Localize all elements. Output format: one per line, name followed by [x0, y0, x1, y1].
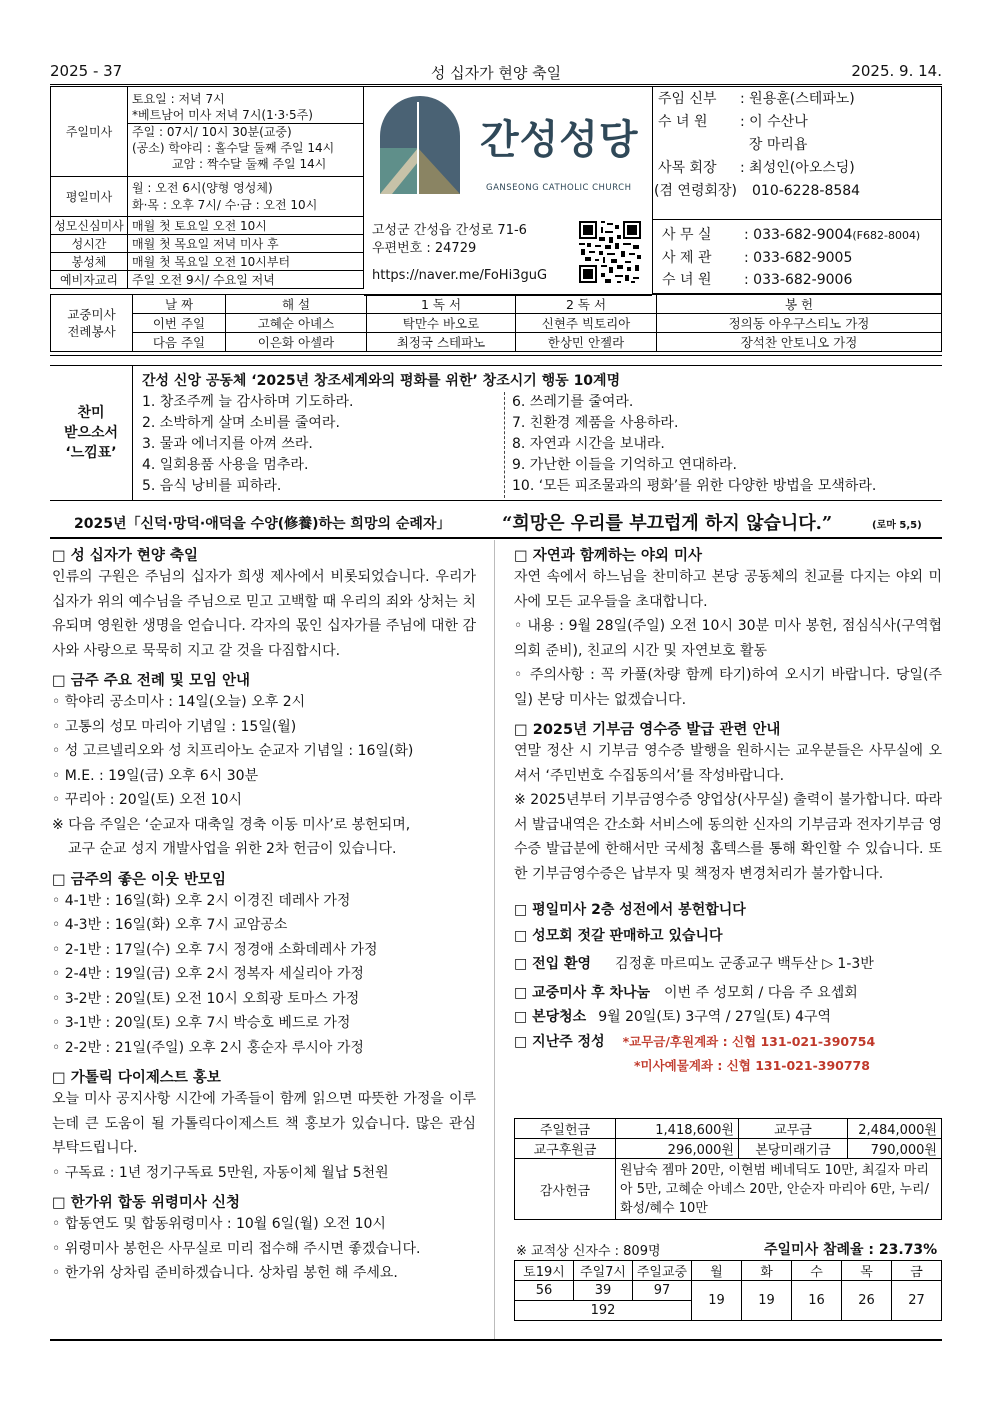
section-title: □ 한가위 합동 위령미사 신청 [52, 1195, 240, 1211]
roles-label: 교중미사 전례봉사 [51, 295, 133, 352]
roles-cell: 고혜순 아녜스 [226, 314, 367, 333]
attendance-value: 16 [792, 1281, 842, 1321]
roles-cell: 신현주 빅토리아 [516, 314, 657, 333]
roles-header: 2 독 서 [516, 295, 657, 314]
attendance-header: 주일7시 [574, 1261, 633, 1281]
attendance-header: 수 [792, 1261, 842, 1281]
contact-line: 사 제 관 : 033-682-9005 [662, 250, 853, 266]
schedule-row-value: 매월 첫 목요일 저녁 미사 후 [128, 235, 364, 253]
commandments-right [512, 392, 876, 497]
attendance-header: 화 [742, 1261, 792, 1281]
attendance-total: 192 [515, 1301, 692, 1321]
offering-value: 790,000원 [848, 1139, 942, 1159]
short-notice-title: □ 지난주 정성 [514, 1033, 605, 1050]
offering-value: 296,000원 [616, 1139, 739, 1159]
contact-list [652, 224, 952, 291]
offering-label: 주일헌금 [515, 1119, 616, 1139]
offering-label: 교무금 [739, 1119, 848, 1139]
contact-line: 사 무 실 : 033-682-9004(F682-8004) [662, 227, 921, 243]
attendance-rate: 주일미사 참례율 : 23.73% [764, 1242, 938, 1258]
commandments-left [142, 392, 353, 497]
attendance-value: 97 [633, 1281, 692, 1301]
section-line: ◦ 학야리 공소미사 : 14일(오늘) 오후 2시 [52, 694, 306, 710]
roles-cell: 최정국 스테파노 [367, 333, 516, 352]
thanks-list: 원남숙 젬마 20만, 이현범 베네딕도 10만, 최길자 마리아 5만, 고혜순 아녜스 20만, 안순자 마리아 6만, 누리/화성/혜수 10만 [616, 1159, 942, 1220]
notice-feast [52, 544, 476, 663]
section-line: ◦ 구독료 : 1년 정기구독료 5만원, 자동이체 월납 5천원 [52, 1164, 389, 1181]
staff-line: 주임 신부 : 원용훈(스테파노) [658, 91, 855, 107]
church-url: https://naver.me/FoHi3guG [372, 268, 548, 283]
section-title: □ 자연과 함께하는 야외 미사 [514, 548, 702, 564]
attendance-header: 금 [892, 1261, 942, 1281]
logo-text: 간성성당 [480, 117, 639, 163]
qr-code-icon [577, 219, 643, 285]
sunday-mass-label: 주일미사 [51, 87, 128, 177]
roles-cell: 장석찬 안토니오 가정 [657, 333, 942, 352]
schedule-row-value: 매월 첫 목요일 오전 10시부터 [128, 253, 364, 271]
issue-number: 2025 - 37 [50, 62, 123, 80]
short-notice-text: 김정훈 마르띠노 군종교구 백두산 ▷ 1-3반 [615, 956, 874, 972]
section-text: 연말 정산 시 기부금 영수증 발행을 원하시는 교우분들은 사무실에 오셔서 ‘주민번호 수집동의서’를 작성바랍니다. [514, 743, 942, 784]
staff-line: 수 녀 원 : 이 수산나 [658, 114, 808, 130]
section-line: ◦ 고통의 성모 마리아 기념일 : 15일(월) [52, 718, 297, 735]
notice-outdoor-mass [514, 544, 942, 712]
offering-value: 2,484,000원 [848, 1119, 942, 1139]
short-notices [514, 898, 942, 1079]
staff-line: 사목 회장 : 최성인(아오스딩) [658, 160, 855, 176]
thanks-label: 감사헌금 [515, 1159, 616, 1220]
left-column [52, 544, 476, 1292]
schedule-row-label: 봉성체 [51, 253, 128, 271]
roles-cell: 한상민 안젤라 [516, 333, 657, 352]
offering-label: 교구후원금 [515, 1139, 616, 1159]
section-line: ◦ 한가위 상차림 준비하겠습니다. 상차림 봉헌 해 주세요. [52, 1265, 398, 1281]
attendance-header: 월 [692, 1261, 742, 1281]
weekday-mass-times: 월 : 오전 6시(양형 영성체) 화·목 : 오후 7시/ 수·금 : 오전 10시 [128, 177, 364, 217]
section-line: ◦ 2-1반 : 17일(수) 오후 7시 정경애 소화데레사 가정 [52, 941, 378, 958]
jubilee-banner [50, 508, 942, 536]
column-divider [494, 540, 495, 1340]
short-notice-text: 이번 주 성모회 / 다음 주 요셉회 [664, 984, 858, 1001]
address: 고성군 간성읍 간성로 71-6 [372, 223, 527, 238]
attendance-header: 목 [842, 1261, 892, 1281]
notice-donation-receipt [514, 718, 942, 886]
church-address-block [372, 222, 547, 285]
attendance-value: 39 [574, 1281, 633, 1301]
schedule-row-value: 주일 오전 9시/ 수요일 저녁 [128, 271, 364, 289]
commandment-item: 2. 소박하게 살며 소비를 줄여라. [142, 415, 340, 431]
roles-cell: 이은화 아셀라 [226, 333, 367, 352]
notice-liturgy [52, 669, 476, 862]
section-line: ◦ 2-4반 : 19일(금) 오후 2시 정복자 세실리아 가정 [52, 966, 364, 982]
issue-date: 2025. 9. 14. [851, 62, 942, 80]
section-title: □ 금주의 좋은 이웃 반모임 [52, 871, 226, 888]
issue-header [50, 60, 942, 84]
section-line: ◦ 3-2반 : 20일(토) 오전 10시 오희광 토마스 가정 [52, 990, 360, 1007]
mass-schedule-table [50, 86, 364, 289]
postal-code: 우편번호 : 24729 [372, 241, 477, 256]
staff-line: 장 마리욥 [748, 137, 808, 153]
schedule-row-label: 성시간 [51, 235, 128, 253]
notice-digest [52, 1066, 476, 1185]
section-text: ◦ 내용 : 9월 28일(주일) 오전 10시 30분 미사 봉헌, 점심식사(구역협의회 준비), 친교의 시간 및 자연보호 활동 [514, 618, 942, 659]
logo-subtitle: GANSEONG CATHOLIC CHURCH [486, 183, 632, 193]
commandment-item: 4. 일회용품 사용을 멈추라. [142, 457, 309, 473]
short-notice-title: □ 전입 환영 [514, 956, 592, 972]
staff-list [652, 88, 948, 203]
offering-label: 본당미래기금 [739, 1139, 848, 1159]
section-line: ◦ 2-2반 : 21일(주일) 오후 2시 홍순자 루시아 가정 [52, 1039, 364, 1056]
offerings-table [514, 1118, 942, 1220]
roles-bottom-rule [50, 355, 942, 356]
short-notice-title: □ 교중미사 후 차나눔 [514, 984, 651, 1001]
attendance-table [514, 1260, 942, 1321]
bottom-rule [50, 1339, 942, 1341]
offering-value: 1,418,600원 [616, 1119, 739, 1139]
commandment-item: 6. 쓰레기를 줄여라. [512, 394, 634, 410]
commandment-item: 7. 친환경 제품을 사용하라. [512, 415, 679, 431]
roles-header: 해 설 [226, 295, 367, 314]
roles-cell: 정의동 아우구스티노 가정 [657, 314, 942, 333]
section-line: ※ 다음 주일은 ‘순교자 대축일 경축 이동 미사’로 봉헌되며, [52, 816, 411, 833]
commandments-bottom-rule [50, 500, 942, 501]
roles-header: 봉 헌 [657, 295, 942, 314]
commandments-title: 간성 신앙 공동체 ‘2025년 창조세계와의 평화를 위한’ 창조시기 행동 10계명 [142, 373, 621, 389]
banner-quote: “희망은 우리를 부끄럽게 하지 않습니다.” [502, 513, 833, 534]
section-title: □ 가톨릭 다이제스트 홍보 [52, 1070, 221, 1086]
attendance-value: 27 [892, 1281, 942, 1321]
commandments-box [50, 366, 942, 500]
commandment-item: 8. 자연과 시간을 보내라. [512, 436, 665, 452]
section-line: ◦ 성 고르넬리오와 성 치프리아노 순교자 기념일 : 16일(화) [52, 743, 414, 759]
top-rule [50, 84, 942, 85]
short-notice-title: □ 평일미사 2층 성전에서 봉헌합니다 [514, 902, 746, 918]
attendance-value: 19 [742, 1281, 792, 1321]
section-text: 오늘 미사 공지사항 시간에 가족들이 함께 읽으면 따뜻한 가정을 이루는데 큰 도움이 될 가톨릭다이제스트 책 홍보가 있습니다. 많은 관심 부탁드립니다. [52, 1091, 476, 1156]
right-column [514, 544, 942, 1079]
church-logo-icon [378, 92, 462, 194]
schedule-row-label: 성모신심미사 [51, 217, 128, 235]
section-title: □ 금주 주요 전례 및 모임 안내 [52, 673, 251, 689]
sunday-mass-times: 토요일 : 저녁 7시 *베트남어 미사 저녁 7시(1·3·5주) 주일 : 07시/ 10시 30분(교중) (공소) 학야리 : 홀수달 둘째 주일 14시 교암 : 짝수달 둘째 주일 14시 [128, 87, 364, 177]
section-line: ◦ 위령미사 봉헌은 사무실로 미리 접수해 주시면 좋겠습니다. [52, 1240, 421, 1257]
schedule-row-label: 예비자교리 [51, 271, 128, 289]
short-notice-title: □ 본당청소 [514, 1009, 587, 1025]
account-offering: *교무금/후원계좌 : 신협 131-021-390754 [622, 1033, 876, 1049]
banner-rule [50, 537, 942, 539]
section-text: 인류의 구원은 주님의 십자가 희생 제사에서 비롯되었습니다. 우리가 십자가 위의 예수님을 주님으로 믿고 고백할 때 우리의 죄와 상처는 치유되며 영원한 생명을 얻습니다. 각자의 몫인 십자가를 주님에 대한 감사와 사랑으로 묵묵히 지고 갈 것을 다짐합시다. [52, 569, 476, 659]
section-line: ◦ M.E. : 19일(금) 오후 6시 30분 [52, 767, 259, 784]
roles-header: 1 독 서 [367, 295, 516, 314]
notice-requiem [52, 1191, 476, 1286]
roles-cell: 이번 주일 [133, 314, 226, 333]
liturgy-roles-table [50, 294, 942, 352]
account-mass: *미사예물계좌 : 신협 131-021-390778 [634, 1058, 870, 1073]
weekday-mass-label: 평일미사 [51, 177, 128, 217]
attendance-header: 토19시 [515, 1261, 574, 1281]
attendance-value: 19 [692, 1281, 742, 1321]
commandment-item: 5. 음식 낭비를 피하라. [142, 478, 282, 494]
roles-cell: 탁만수 바오로 [367, 314, 516, 333]
section-line: ◦ 합동연도 및 합동위령미사 : 10월 6일(월) 오전 10시 [52, 1216, 386, 1232]
section-text: ※ 2025년부터 기부금영수증 양업상(사무실) 출력이 불가합니다. 따라서 발급내역은 간소화 서비스에 동의한 신자의 기부금과 전자기부금 영수증 발급분에 한해서만 국세청 홈텍스를 통해 확인할 수 있습니다. 또한 기부금영수증은 납부자 및 책정자 변경처리가 불가합니다. [514, 792, 942, 882]
commandment-item: 1. 창조주께 늘 감사하며 기도하라. [142, 394, 354, 410]
section-line: 교구 순교 성지 개발사업을 위한 2차 헌금이 있습니다. [68, 841, 397, 857]
section-text: ◦ 주의사항 : 꼭 카풀(차량 함께 타기)하여 오시기 바랍니다. 당일(주일) 본당 미사는 없겠습니다. [514, 667, 942, 708]
commandment-item: 9. 가난한 이들을 기억하고 연대하라. [512, 457, 737, 473]
roles-header: 날 짜 [133, 295, 226, 314]
banner-theme: 2025년「신덕·망덕·애덕을 수양(修養)하는 희망의 순례자」 [74, 516, 451, 532]
commandment-item: 10. ‘모든 피조물과의 평화’를 위한 다양한 방법을 모색하라. [512, 478, 877, 494]
schedule-row-value: 매월 첫 토요일 오전 10시 [128, 217, 364, 235]
feast-title: 성 십자가 현양 축일 [430, 64, 562, 82]
contact-line: 수 녀 원 : 033-682-9006 [662, 272, 853, 288]
commandment-item: 3. 물과 에너지를 아껴 쓰라. [142, 436, 313, 452]
commandments-side-label: 찬미 받으소서 ‘느낌표’ [50, 366, 133, 500]
banner-reference: (로마 5,5) [872, 520, 922, 531]
section-line: ◦ 꾸리아 : 20일(토) 오전 10시 [52, 792, 242, 808]
attendance-header: 주일교중 [633, 1261, 692, 1281]
section-line: ◦ 3-1반 : 20일(토) 오후 7시 박승호 베드로 가정 [52, 1015, 351, 1031]
section-line: ◦ 4-3반 : 16일(화) 오후 7시 교암공소 [52, 917, 288, 933]
short-notice-text: 9월 20일(토) 3구역 / 27일(토) 4구역 [598, 1009, 832, 1025]
section-title: □ 2025년 기부금 영수증 발급 관련 안내 [514, 722, 781, 738]
section-title: □ 성 십자가 현양 축일 [52, 548, 198, 564]
section-line: ◦ 4-1반 : 16일(화) 오후 2시 이경진 데레사 가정 [52, 892, 351, 909]
registered-count: ※ 교적상 신자수 : 809명 [516, 1244, 661, 1259]
attendance-value: 26 [842, 1281, 892, 1321]
roles-cell: 다음 주일 [133, 333, 226, 352]
staff-line: (겸 연령회장) 010-6228-8584 [654, 183, 861, 199]
short-notice-title: □ 성모회 젓갈 판매하고 있습니다 [514, 927, 723, 944]
attendance-value: 56 [515, 1281, 574, 1301]
commandments-divider [504, 392, 505, 498]
notice-neighborhood [52, 868, 476, 1061]
section-text: 자연 속에서 하느님을 찬미하고 본당 공동체의 친교를 다지는 야외 미사에 모든 교우들을 초대합니다. [514, 569, 942, 610]
